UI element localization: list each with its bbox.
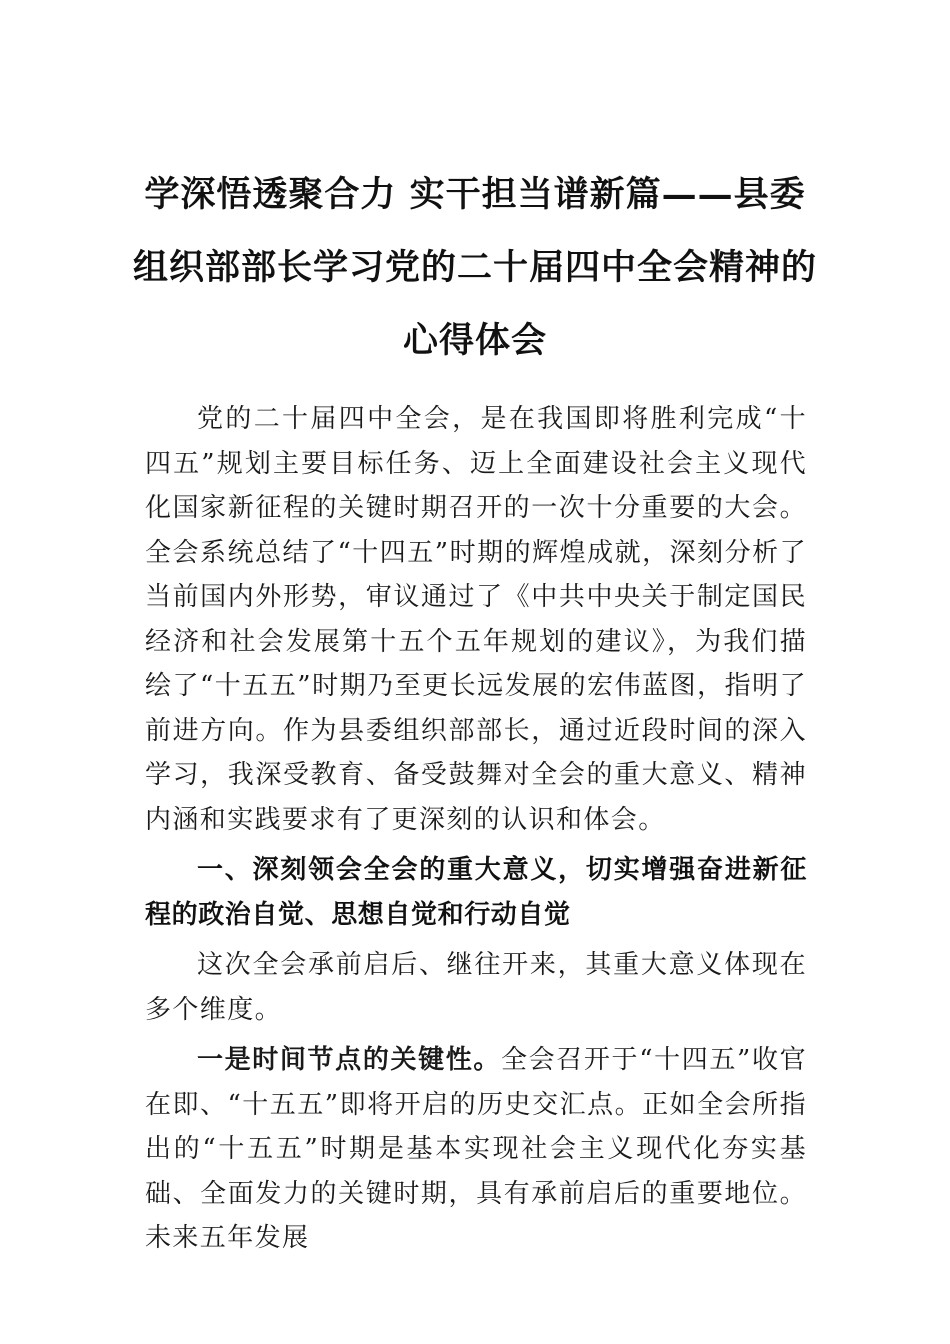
section-1-paragraph: 这次全会承前启后、继往开来，其重大意义体现在多个维度。 xyxy=(145,950,807,1025)
point-1-paragraph xyxy=(145,1038,807,1261)
document-title: 学深悟透聚合力 实干担当谱新篇——县委组织部部长学习党的二十届四中全会精神的心得体会 xyxy=(132,174,817,361)
point-1-text: 全会召开于“十四五”收官在即、“十五五”即将开启的历史交汇点。正如全会所指出的“十五五”时期是基本实现社会主义现代化夯实基础、全面发力的关键时期，具有承前启后的重要地位。未来五年发展 xyxy=(145,1045,808,1253)
document-body xyxy=(145,397,807,1261)
section-heading-1: 一、深刻领会全会的重大意义，切实增强奋进新征程的政治自觉、思想自觉和行动自觉 xyxy=(145,855,807,930)
point-1-lead: 一是时间节点的关键性。 xyxy=(197,1045,502,1075)
intro-paragraph: 党的二十届四中全会，是在我国即将胜利完成“十四五”规划主要目标任务、迈上全面建设社会主义现代化国家新征程的关键时期召开的一次十分重要的大会。全会系统总结了“十四五”时期的辉煌成就，深刻分析了当前国内外形势，审议通过了《中共中央关于制定国民经济和社会发展第十五个五年规划的建议》，为我们描绘了“十五五”时期乃至更长远发展的宏伟蓝图，指明了前进方向。作为县委组织部部长，通过近段时间的深入学习，我深受教育、备受鼓舞对全会的重大意义、精神内涵和实践要求有了更深刻的认识和体会。 xyxy=(145,404,807,835)
